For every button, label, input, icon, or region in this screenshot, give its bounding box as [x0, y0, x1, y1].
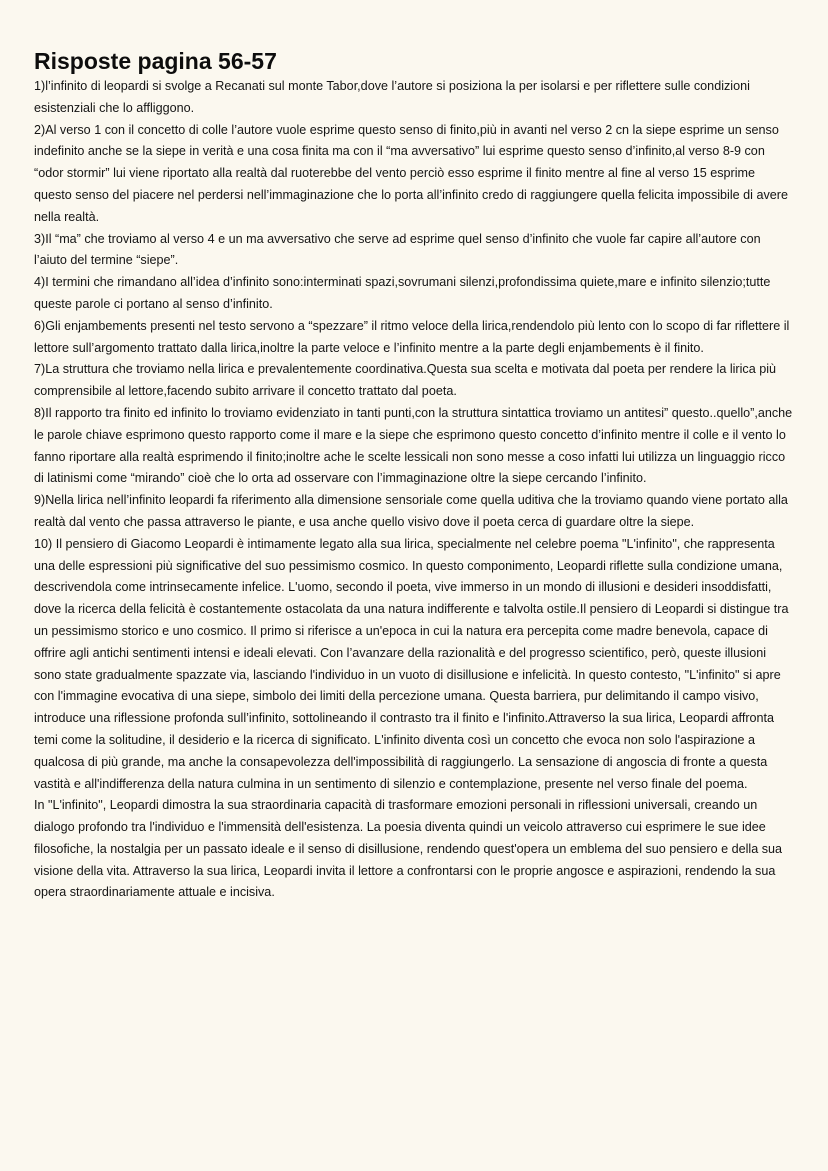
answer-8: 8)Il rapporto tra finito ed infinito lo troviamo evidenziato in tanti punti,con la struttura sintattica troviamo un antitesi” questo..quello”,anche le parole chiave esprimono questo rapporto come il mare e la siepe che esprimono questo concetto d’infinito mentre il colle e il vento lo fanno riportare alla realtà esprimendo il finito;inoltre ache le scelte lessicali non sono messe a coso infatti lui utilizza un linguaggio ricco di latinismi come “mirando” cioè che lo orta ad osservare con l’immaginazione oltre la siepe cercando l’infinito. [34, 405, 793, 486]
answer-7: 7)La struttura che troviamo nella lirica e prevalentemente coordinativa.Questa sua scelta e motivata dal poeta per rendere la lirica più comprensibile al lettore,facendo subito arrivare il concetto trattato dal poeta. [34, 362, 777, 399]
answer-1: 1)l’infinito di leopardi si svolge a Recanati sul monte Tabor,dove l’autore si posiziona la per isolarsi e per riflettere sulle condizioni esistenziali che lo affliggono. [34, 79, 750, 115]
answer-3: 3)Il “ma” che troviamo al verso 4 e un ma avversativo che serve ad esprime quel senso d’infinito che vuole far capire all’autore con l’aiuto del termine “siepe”. [34, 231, 761, 268]
answer-10: 10) Il pensiero di Giacomo Leopardi è intimamente legato alla sua lirica, specialmente nel celebre poema "L'infinito", che rappresenta una delle espressioni più significative del suo pessimismo cosmico. In questo componimento, Leopardi riflette sulla condizione umana, descrivendola come intrinsecamente infelice. L'uomo, secondo il poeta, vive immerso in un mondo di illusioni e desideri insoddisfatti, dove la ricerca della felicità è costantemente ostacolata da una natura indifferente e talvolta ostile.Il pensiero di Leopardi si distingue tra un pessimismo storico e uno cosmico. Il primo si riferisce a un'epoca in cui la natura era percepita come madre benevola, capace di offrire agli antichi sentimenti intensi e ideali elevati. Con l’avanzare della razionalità e del progresso scientifico, però, queste illusioni sono state gradualmente spazzate via, lasciando l'individuo in un vuoto di disillusione e infelicità. In questo contesto, "L'infinito" si apre con l'immagine evocativa di una siepe, simbolo dei limiti della percezione umana. Questa barriera, pur delimitando il campo visivo, introduce una riflessione profonda sull’infinito, sottolineando il contrasto tra il finito e l'infinito.Attraverso la sua lirica, Leopardi affronta temi come la solitudine, il desiderio e la ricerca di significato. L'infinito diventa così un concetto che evoca non solo l'aspirazione a qualcosa di più grande, ma anche la consapevolezza dell'impossibilità di raggiungerlo. La sensazione di angoscia di fronte a questa vastità e all'indifferenza della natura culmina in un sentimento di silenzio e contemplazione, presente nel verso finale del poema. [34, 536, 789, 791]
answer-9: 9)Nella lirica nell’infinito leopardi fa riferimento alla dimensione sensoriale come quella uditiva che la troviamo quando viene portato alla realtà dal vento che passa attraverso le piante, e usa anche quello visivo dove il poeta cerca di guardare oltre la siepe. [34, 493, 788, 529]
answer-2: 2)Al verso 1 con il concetto di colle l’autore vuole esprime questo senso di finito,più in avanti nel verso 2 cn la siepe esprime un senso indefinito anche se la siepe in verità e una cosa finita ma con il “ma avversativo” lui esprime questo senso d’infinito,al verso 8-9 con “odor stormir” lui viene riportato alla realtà dal ruoterebbe del vento perciò esso esprime il finito mentre al fine al verso 15 esprime questo senso del piacere nel perdersi nell’immaginazione che lo porta all’infinito credo di raggiungere quella felicita impossibile di avere nella realtà. [34, 122, 788, 224]
answer-10-continued: In "L'infinito", Leopardi dimostra la sua straordinaria capacità di trasformare emozioni personali in riflessioni universali, creando un dialogo profondo tra l'individuo e l'immensità dell'esistenza. La poesia diventa quindi un veicolo attraverso cui esprimere le sue idee filosofiche, la nostalgia per un passato ideale e il senso di disillusione, rendendo quest'opera un emblema del suo pensiero e della sua visione della vita. Attraverso la sua lirica, Leopardi invita il lettore a confrontarsi con le proprie angosce e aspirazioni, rendendo la sua opera straordinariamente attuale e incisiva. [34, 798, 783, 900]
page-title: Risposte pagina 56-57 [34, 48, 277, 74]
document-page [34, 48, 796, 904]
answer-4: 4)I termini che rimandano all’idea d’infinito sono:interminati spazi,sovrumani silenzi,profondissima quiete,mare e infinito silenzio;tutte queste parole ci portano al senso d’infinito. [34, 275, 771, 311]
answer-6: 6)Gli enjambements presenti nel testo servono a “spezzare” il ritmo veloce della lirica,rendendolo più lento con lo scopo di far riflettere il lettore sull’argomento trattato dalla lirica,inoltre la parte veloce e l’infinito mentre a la parte degli enjambements è il finito. [34, 318, 790, 355]
